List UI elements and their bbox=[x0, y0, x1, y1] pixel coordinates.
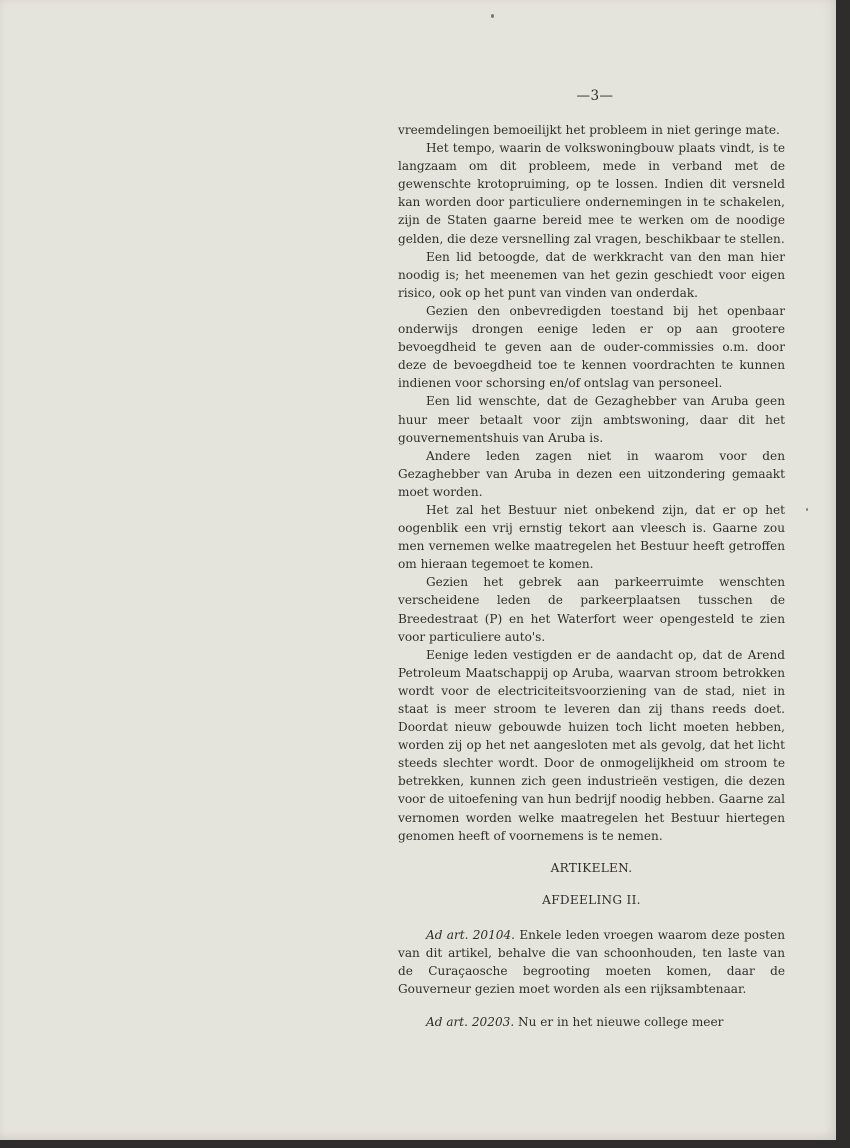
subsection-heading: AFDEELING II. bbox=[542, 892, 641, 907]
paper-speck bbox=[491, 14, 494, 18]
paragraph-1: vreemdelingen bemoeilijkt het probleem in niet geringe mate. bbox=[398, 123, 780, 137]
page-number: —3— bbox=[576, 88, 614, 104]
paragraph-4: Gezien den onbevredigden toestand bij het openbaar onderwijs drongen eenige leden er op aan grootere bevoegdheid te geven aan de ouder-commissies o.m. door deze de bevoegdheid toe te kennen voordrachten te kunnen indienen voor schorsing en/of ontslag van personeel. bbox=[398, 303, 785, 391]
article-text: Nu er in het nieuwe college meer bbox=[518, 1015, 724, 1030]
paragraph-6: Andere leden zagen niet in waarom voor den Gezaghebber van Aruba in dezen een uitzondering gemaakt moet worden. bbox=[398, 448, 785, 499]
paragraph-3: Een lid betoogde, dat de werkkracht van den man hier noodig is; het meenemen van het gezin geschiedt voor eigen risico, ook op het punt van vinden van onderdak. bbox=[398, 249, 785, 300]
article-label: Ad art. 20104. bbox=[426, 927, 516, 942]
scan-edge-bottom bbox=[0, 1140, 850, 1148]
paragraph-5: Een lid wenschte, dat de Gezaghebber van Aruba geen huur meer betaalt voor zijn ambtswoning, daar dit het gouvernementshuis van Aruba is. bbox=[398, 394, 785, 445]
paragraph-2: Het tempo, waarin de volkswoningbouw plaats vindt, is te langzaam om dit probleem, mede in verband met de gewenschte krotopruiming, op te lossen. Indien dit versneld kan worden door particuliere ondernemingen in te schakelen, zijn de Staten gaarne bereid mee te werken om de noodige gelden, die deze versnelling zal vragen, beschikbaar te stellen. bbox=[398, 141, 785, 246]
scan-edge-right bbox=[836, 0, 850, 1148]
article-paragraph bbox=[398, 926, 785, 998]
paragraph-8: Gezien het gebrek aan parkeerruimte wenschten verscheidene leden de parkeerplaatsen tusschen de Breedestraat (P) en het Waterfort weer opengesteld te zien voor particuliere auto's. bbox=[398, 575, 785, 644]
paper-speck bbox=[806, 508, 808, 511]
article-label: Ad art. 20203. bbox=[426, 1015, 515, 1030]
article-text: Enkele leden vroegen waarom deze posten van dit artikel, behalve die van schoonhouden, ten laste van de Curaçaosche begrooting moeten komen, daar de Gouverneur gezien moet worden als een rijksambtenaar. bbox=[398, 927, 785, 997]
paragraph-7: Het zal het Bestuur niet onbekend zijn, dat er op het oogenblik een vrij ernstig tekort aan vleesch is. Gaarne zou men vernemen welke maatregelen het Bestuur heeft getroffen om hieraan tegemoet te komen. bbox=[398, 502, 785, 572]
paragraph-9: Eenige leden vestigden er de aandacht op, dat de Arend Petroleum Maatschappij op Aruba, waarvan stroom betrokken wordt voor de electriciteitsvoorziening van de stad, niet in staat is meer stroom te leveren dan zij thans reeds doet. Doordat nieuw gebouwde huizen toch licht moeten hebben, worden zij op het net aangesloten met als gevolg, dat het licht steeds slechter wordt. Door de onmogelijkheid om stroom te betrekken, kunnen zich geen industrieën vestigen, die dezen voor de uitoefening van hun bedrijf noodig hebben. Gaarne zal vernomen worden welke maatregelen het Bestuur hiertegen genomen heeft of voornemens is te nemen. bbox=[398, 647, 785, 843]
section-heading: ARTIKELEN. bbox=[550, 860, 633, 875]
article-paragraph bbox=[398, 1013, 785, 1031]
body-text bbox=[398, 121, 785, 1031]
